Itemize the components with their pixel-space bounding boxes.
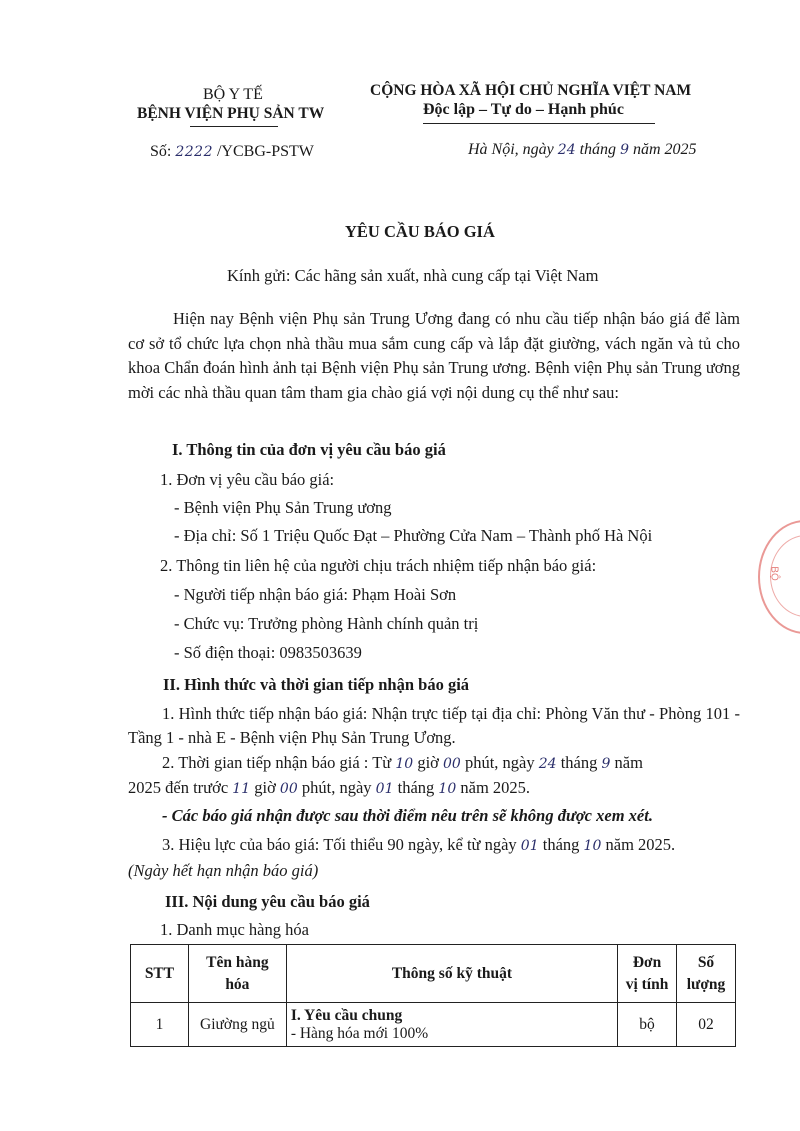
row-spec	[286, 1003, 617, 1047]
goods-list-label: 1. Danh mục hàng hóa	[160, 920, 309, 939]
time-start-minute: 00	[443, 756, 461, 772]
hospital-underline	[190, 126, 278, 127]
validity-month: 10	[583, 838, 602, 854]
unit-name: - Bệnh viện Phụ Sản Trung ương	[174, 498, 392, 517]
time-end-month: 10	[438, 781, 457, 797]
table-header-row	[131, 945, 736, 1003]
section-1-item-1: 1. Đơn vị yêu cầu báo giá:	[160, 470, 335, 489]
country-name: CỘNG HÒA XÃ HỘI CHỦ NGHĨA VIỆT NAM	[370, 82, 692, 99]
validity-text-a: 3. Hiệu lực của báo giá: Tối thiểu 90 ngày, kể từ ngày	[162, 835, 521, 854]
document-number	[150, 143, 314, 161]
receiver-position: - Chức vụ: Trưởng phòng Hành chính quản trị	[174, 614, 479, 633]
row-unit: bộ	[618, 1003, 677, 1047]
hospital-name: BỆNH VIỆN PHỤ SẢN TW	[137, 105, 325, 122]
time-text-a: 2. Thời gian tiếp nhận báo giá : Từ	[162, 753, 396, 772]
document-title: YÊU CẦU BÁO GIÁ	[345, 222, 495, 241]
time-start-hour: 10	[395, 756, 414, 772]
header-stt: STT	[131, 945, 189, 1003]
row-spec-line: - Hàng hóa mới 100%	[290, 1024, 429, 1042]
header-quantity-line1: Số	[697, 953, 715, 971]
header-item-name-line1: Tên hàng	[206, 953, 269, 971]
validity-text-c: năm 2025.	[601, 835, 676, 854]
receiver-phone: - Số điện thoại: 0983503639	[174, 643, 362, 662]
header-item-name-line2: hóa	[225, 975, 250, 993]
date-month: 9	[620, 142, 629, 158]
date-day: 24	[557, 142, 576, 158]
unit-address: - Địa chỉ: Số 1 Triệu Quốc Đạt – Phường Cửa Nam – Thành phố Hà Nội	[174, 526, 653, 545]
time-end-minute: 00	[279, 781, 298, 797]
row-stt: 1	[131, 1003, 189, 1047]
header-unit	[618, 945, 677, 1003]
section-1-item-2: 2. Thông tin liên hệ của người chịu trách nhiệm tiếp nhận báo giá:	[160, 556, 597, 575]
receipt-time-line-2	[128, 778, 530, 798]
time-text-g: giờ	[250, 778, 280, 797]
intro-paragraph: Hiện nay Bệnh viện Phụ sản Trung Ương đang có nhu cầu tiếp nhận báo giá để làm cơ sở tổ chức lựa chọn nhà thầu mua sắm cung cấp và lắp đặt giường, vách ngăn và tủ cho khoa Chẩn đoán hình ảnh tại Bệnh viện Phụ sản Trung ương. Bệnh viện Phụ sản Trung ương mời các nhà thầu quan tâm tham gia chào giá vợi nội dung cụ thể như sau:	[128, 309, 740, 402]
late-quote-note: - Các báo giá nhận được sau thời điểm nêu trên sẽ không được xem xét.	[162, 806, 653, 825]
validity-note: (Ngày hết hạn nhận báo giá)	[128, 861, 319, 880]
header-spec: Thông số kỹ thuật	[286, 945, 617, 1003]
date-mid: tháng	[575, 141, 621, 158]
time-text-h: phút, ngày	[297, 778, 376, 797]
ministry-name: BỘ Y TẾ	[203, 86, 263, 103]
time-start-day: 24	[538, 756, 557, 772]
section-3-heading: III. Nội dung yêu cầu báo giá	[165, 892, 370, 911]
date-suffix: năm 2025	[628, 141, 697, 158]
row-spec-heading: I. Yêu cầu chung	[290, 1006, 403, 1024]
header-item-name	[188, 945, 286, 1003]
validity-day: 01	[520, 838, 539, 854]
time-text-d: tháng	[556, 753, 602, 772]
time-end-hour: 11	[232, 781, 251, 797]
time-end-day: 01	[375, 781, 394, 797]
header-quantity-line2: lượng	[686, 975, 726, 993]
time-text-e: năm	[610, 753, 643, 772]
section-2-heading: II. Hình thức và thời gian tiếp nhận báo giá	[163, 675, 470, 694]
doc-no-suffix: /YCBG-PSTW	[212, 143, 314, 160]
goods-table	[130, 944, 736, 1047]
motto-underline	[423, 123, 655, 124]
motto: Độc lập – Tự do – Hạnh phúc	[423, 101, 624, 118]
time-text-c: phút, ngày	[460, 753, 539, 772]
recipient: Kính gửi: Các hãng sản xuất, nhà cung cấp tại Việt Nam	[227, 266, 599, 285]
header-unit-line1: Đơn	[632, 953, 662, 971]
receipt-form: 1. Hình thức tiếp nhận báo giá: Nhận trực tiếp tại địa chỉ: Phòng Văn thư - Phòng 101 - Tầng 1 - nhà E - Bệnh viện Phụ Sản Trung Ương.	[128, 704, 740, 747]
stamp-text: BỘ	[768, 566, 780, 581]
row-quantity: 02	[677, 1003, 736, 1047]
time-start-month: 9	[601, 756, 611, 772]
doc-no-handwritten: 2222	[175, 144, 213, 160]
validity-text-b: tháng	[538, 835, 584, 854]
time-text-i: tháng	[393, 778, 439, 797]
time-text-j: năm 2025.	[456, 778, 531, 797]
section-1-heading: I. Thông tin của đơn vị yêu cầu báo giá	[172, 440, 446, 459]
receipt-time-line-1	[162, 753, 643, 773]
doc-no-prefix: Số:	[150, 143, 176, 160]
time-text-f: 2025 đến trước	[128, 778, 233, 797]
time-text-b: giờ	[413, 753, 443, 772]
header-unit-line2: vị tính	[625, 975, 669, 993]
validity-line	[162, 835, 675, 855]
row-item-name: Giường ngủ	[188, 1003, 286, 1047]
date-prefix: Hà Nội, ngày	[468, 141, 558, 158]
header-quantity	[677, 945, 736, 1003]
document-date	[468, 141, 697, 159]
receiver-name: - Người tiếp nhận báo giá: Phạm Hoài Sơn	[174, 585, 457, 604]
table-row	[131, 1003, 736, 1047]
